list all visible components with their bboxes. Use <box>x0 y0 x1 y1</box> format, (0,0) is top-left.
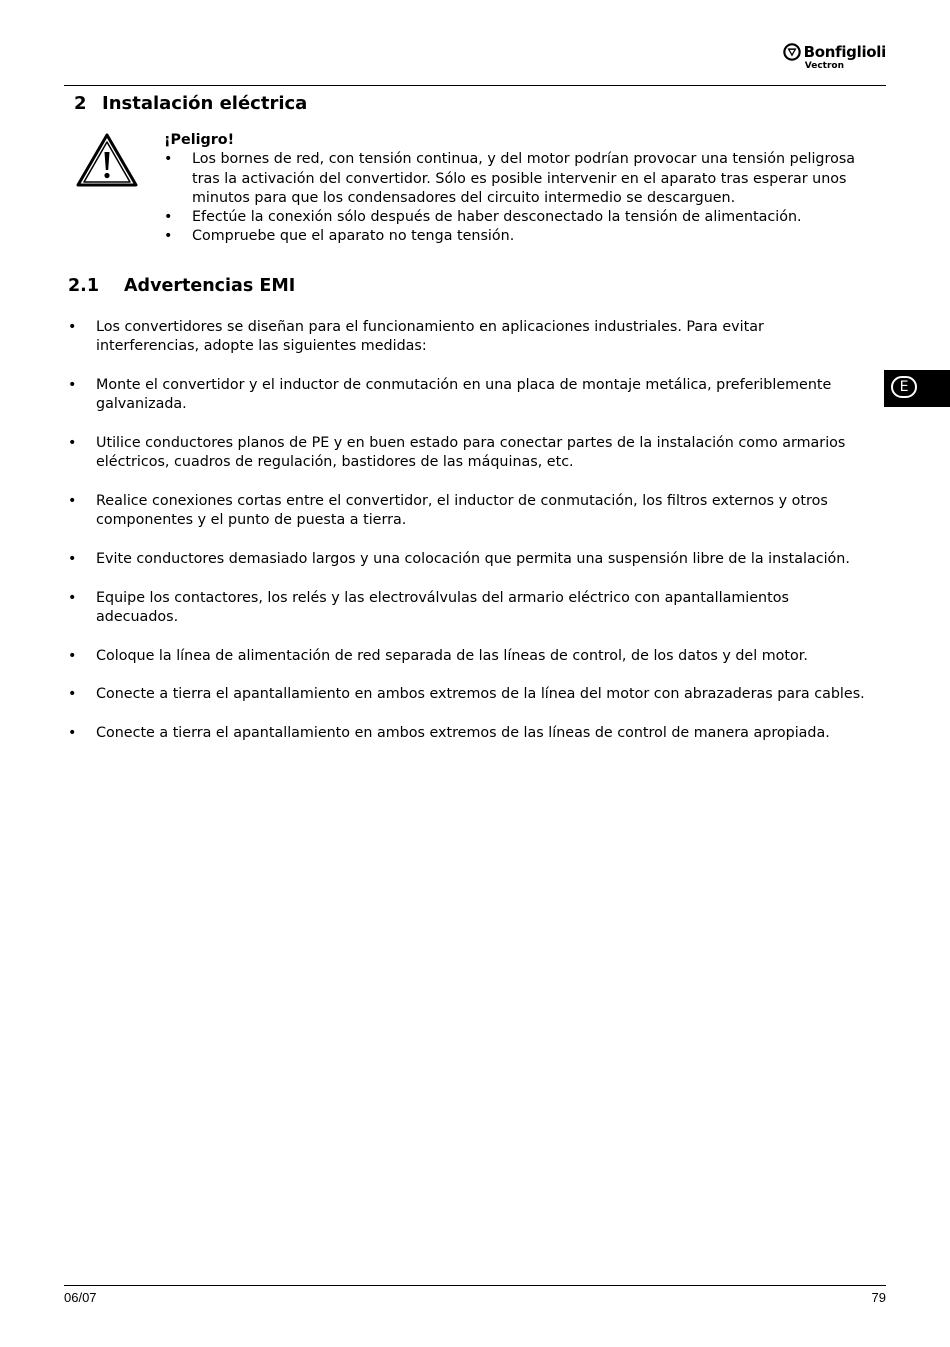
list-item: • Equipe los contactores, los relés y las electroválvulas del armario eléctrico con apantallamientos adecuados. <box>68 589 868 628</box>
language-tab <box>884 370 950 407</box>
emi-section <box>68 318 868 763</box>
danger-title: ¡Peligro! <box>164 132 235 148</box>
list-item: • Utilice conductores planos de PE y en buen estado para conectar partes de la instalación como armarios eléctricos, cuadros de regulación, bastidores de las máquinas, etc. <box>68 434 868 473</box>
page-number: 79 <box>871 1290 886 1305</box>
footer-rule <box>64 1285 886 1286</box>
subsection-heading <box>68 276 295 296</box>
brand-name: Bonfiglioli <box>803 43 886 61</box>
brand-logo <box>783 43 886 71</box>
list-item: • Coloque la línea de alimentación de red separada de las líneas de control, de los datos y del motor. <box>68 647 868 666</box>
list-item: • Los bornes de red, con tensión continua, y del motor podrían provocar una tensión peligrosa tras la activación del convertidor. Sólo es posible intervenir en el aparato tras esperar unos minutos para que los condensadores del circuito intermedio se descarguen. <box>164 150 884 208</box>
section-title: Instalación eléctrica <box>102 93 308 114</box>
list-item: • Los convertidores se diseñan para el funcionamiento en aplicaciones industriales. Para evitar interferencias, adopte las siguientes medidas: <box>68 318 868 357</box>
list-item: • Evite conductores demasiado largos y una colocación que permita una suspensión libre de la instalación. <box>68 550 868 569</box>
list-item: • Conecte a tierra el apantallamiento en ambos extremos de la línea del motor con abrazaderas para cables. <box>68 685 868 704</box>
header-rule <box>64 85 886 86</box>
subsection-title: Advertencias EMI <box>124 276 296 296</box>
section-heading <box>74 93 307 114</box>
list-item: • Conecte a tierra el apantallamiento en ambos extremos de las líneas de control de manera apropiada. <box>68 724 868 743</box>
brand-subtitle: Vectron <box>804 61 844 71</box>
subsection-number: 2.1 <box>68 276 100 296</box>
bonfiglioli-logo-icon <box>783 43 801 61</box>
section-number: 2 <box>74 93 87 114</box>
warning-triangle-icon <box>75 132 139 188</box>
list-item: • Efectúe la conexión sólo después de haber desconectado la tensión de alimentación. <box>164 208 884 227</box>
footer-date: 06/07 <box>64 1290 97 1305</box>
danger-list <box>164 150 884 246</box>
danger-notice <box>164 131 884 247</box>
language-badge: E <box>891 376 917 398</box>
list-item: • Compruebe que el aparato no tenga tensión. <box>164 227 884 246</box>
list-item: • Realice conexiones cortas entre el convertidor, el inductor de conmutación, los filtros externos y otros componentes y el punto de puesta a tierra. <box>68 492 868 531</box>
list-item: • Monte el convertidor y el inductor de conmutación en una placa de montaje metálica, preferiblemente galvanizada. <box>68 376 868 415</box>
emi-list <box>68 318 868 743</box>
